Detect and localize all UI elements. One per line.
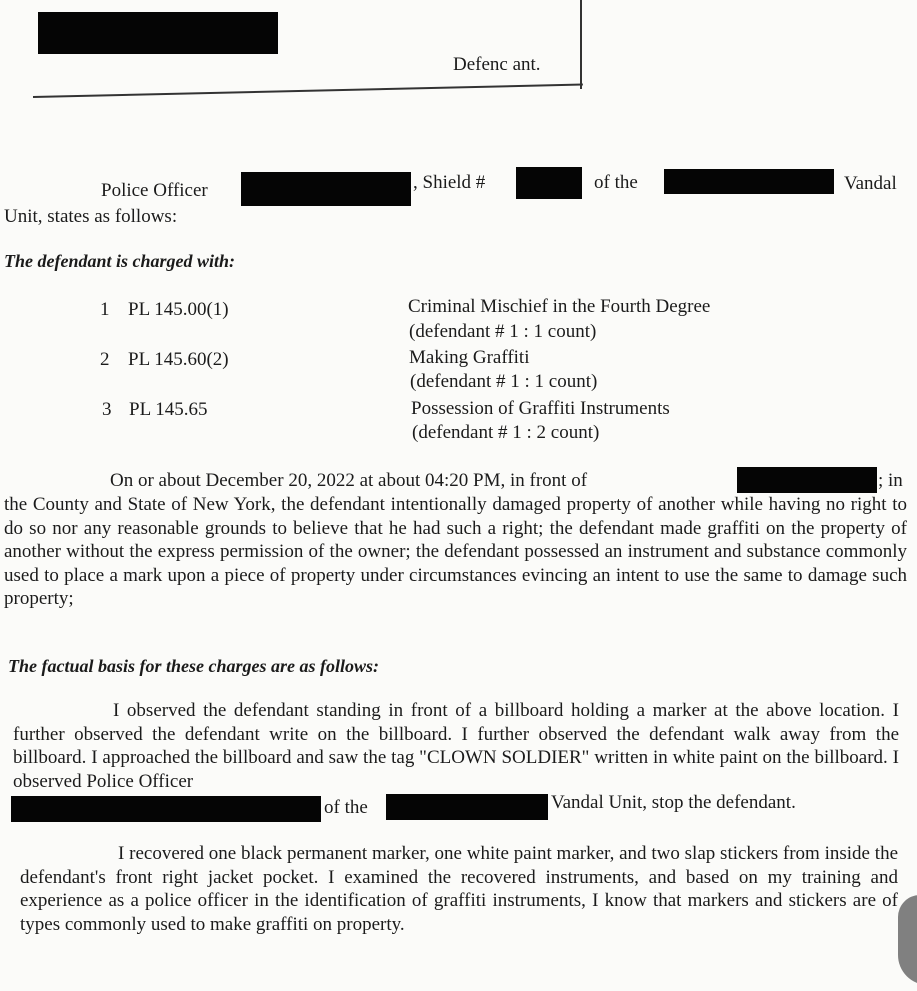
charge-2-code: PL 145.60(2) xyxy=(128,349,229,370)
redacted-unit-name-2 xyxy=(386,794,548,820)
officer-prefix: Police Officer xyxy=(101,180,208,201)
charge-3-detail: (defendant # 1 : 2 count) xyxy=(412,422,600,443)
charge-2-number: 2 xyxy=(100,349,110,370)
charge-1-name: Criminal Mischief in the Fourth Degree xyxy=(408,296,711,317)
para1-after: ; in xyxy=(878,470,903,491)
charges-heading: The defendant is charged with: xyxy=(4,251,236,271)
caption-right-border xyxy=(580,0,582,89)
redacted-officer-2-name xyxy=(11,796,321,822)
charge-2-name: Making Graffiti xyxy=(409,347,530,368)
redacted-shield-number xyxy=(516,167,582,199)
unit-line: Unit, states as follows: xyxy=(4,206,178,227)
para1-lead: On or about December 20, 2022 at about 04:20 PM, in front of xyxy=(110,470,588,491)
caption-bottom-rule xyxy=(33,84,583,98)
charge-3-name: Possession of Graffiti Instruments xyxy=(411,398,670,419)
defendant-label: Defenc ant. xyxy=(453,54,541,75)
redacted-officer-name xyxy=(241,172,411,206)
vandal-text: Vandal xyxy=(844,173,897,194)
redacted-unit-name xyxy=(664,169,834,194)
para2-body: I observed the defendant standing in front of a billboard holding a marker at the above location. I further observed the defendant write on the billboard. I further observed the defendant walk away from the billboard. I approached the billboard and saw the tag "CLOWN SOLDIER" written in white paint on the billboard. I observed Police Officer xyxy=(13,700,899,792)
para2-tail: Vandal Unit, stop the defendant. xyxy=(551,792,796,813)
shield-label: , Shield # xyxy=(413,172,486,193)
para3-body: I recovered one black permanent marker, one white paint marker, and two slap stickers from inside the defendant's front right jacket pocket. I examined the recovered instruments, and based on my training and experience as a police officer in the identification of graffiti instruments, I know that markers and stickers are of types commonly used to make graffiti on property. xyxy=(20,843,898,935)
charge-1-detail: (defendant # 1 : 1 count) xyxy=(409,321,597,342)
charge-1-number: 1 xyxy=(100,299,110,320)
charge-3-code: PL 145.65 xyxy=(129,399,208,420)
redacted-location xyxy=(737,467,877,493)
charge-3-number: 3 xyxy=(102,399,112,420)
charge-2-detail: (defendant # 1 : 1 count) xyxy=(410,371,598,392)
factual-heading: The factual basis for these charges are as follows: xyxy=(8,656,379,676)
edge-shadow xyxy=(898,895,917,985)
redacted-defendant-name xyxy=(38,12,278,54)
of-the-text: of the xyxy=(594,172,638,193)
charge-1-code: PL 145.00(1) xyxy=(128,299,229,320)
para1-body: the County and State of New York, the defendant intentionally damaged property of another while having no right to do so nor any reasonable grounds to believe that he had such a right; the defendant made graffiti on the property of another without the express permission of the owner; the defendant possessed an instrument and substance commonly used to place a mark upon a piece of property under circumstances evincing an intent to use the same to damage such property; xyxy=(4,494,907,609)
para2-of-the: of the xyxy=(324,797,368,818)
